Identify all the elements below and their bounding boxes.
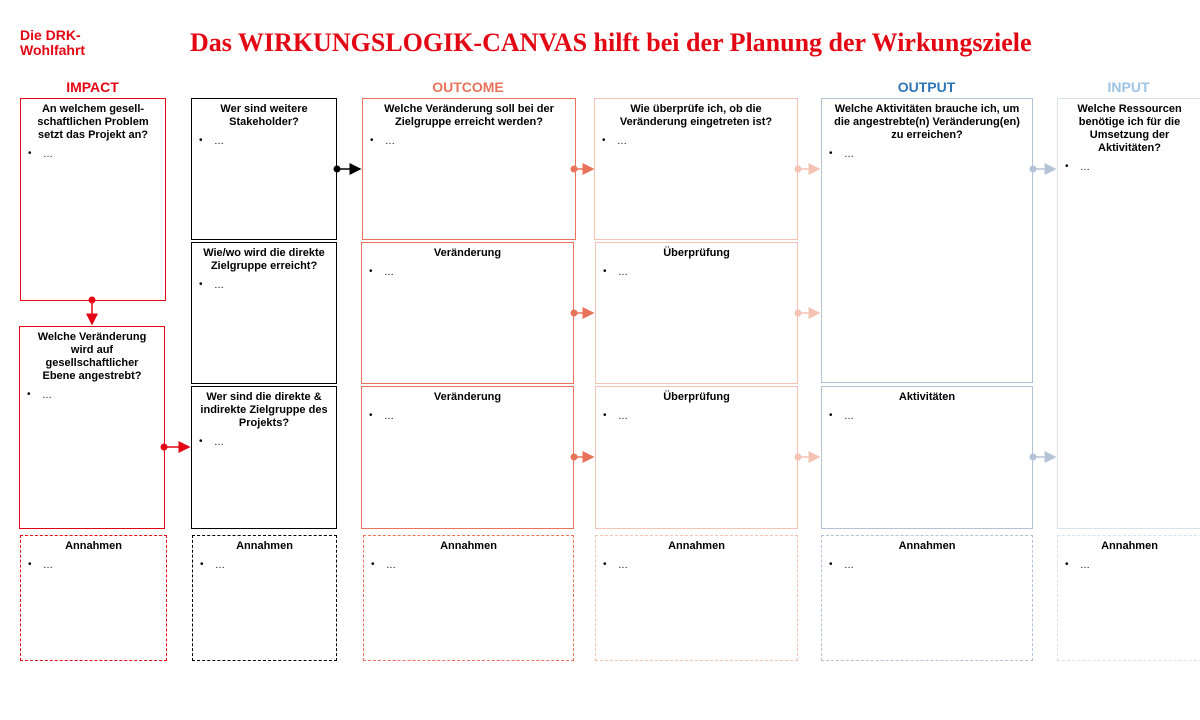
- page-title: Das WIRKUNGSLOGIK-CANVAS hilft bei der Planung der Wirkungsziele: [190, 28, 1032, 57]
- impact-assumptions-bullet[interactable]: • …: [28, 559, 53, 571]
- impact-to-stakeholder-arrow: [161, 444, 190, 451]
- output-question-bullet[interactable]: • …: [829, 148, 854, 160]
- output-activities-bullet[interactable]: • …: [829, 410, 854, 422]
- output-to-input-arrows: [1030, 166, 1056, 461]
- outcome-change-bullet-3[interactable]: • …: [369, 410, 394, 422]
- outcome-to-check-arrows: [571, 166, 594, 461]
- check-assumptions-label: Annahmen: [668, 540, 725, 552]
- outcome-assumptions-bullet[interactable]: • …: [371, 559, 396, 571]
- impact-down-arrow: [89, 297, 96, 325]
- stakeholder-assumptions-bullet[interactable]: • …: [200, 559, 225, 571]
- input-question-bullet[interactable]: • …: [1065, 161, 1090, 173]
- impact-change-bullet[interactable]: • …: [27, 389, 52, 401]
- logo-line-2: Wohlfahrt: [20, 42, 86, 58]
- output-assumptions-bullet[interactable]: • …: [829, 559, 854, 571]
- stakeholder-further-bullet[interactable]: • …: [199, 135, 224, 147]
- stakeholder-further-question: Wer sind weitere Stakeholder?: [220, 103, 308, 128]
- column-header-outcome: OUTCOME: [432, 79, 504, 95]
- stakeholder-to-outcome-arrow: [334, 166, 361, 173]
- stakeholder-assumptions-label: Annahmen: [236, 540, 293, 552]
- outcome-assumptions-label: Annahmen: [440, 540, 497, 552]
- input-assumptions-bullet[interactable]: • …: [1065, 559, 1090, 571]
- outcome-change-label-2: Veränderung: [433, 247, 502, 259]
- stakeholder-direct-question: Wie/wo wird die direkte Zielgruppe erreicht?: [203, 247, 325, 272]
- check-to-output-arrows: [795, 166, 820, 461]
- check-question-bullet[interactable]: • …: [602, 135, 627, 147]
- impact-assumptions-label: Annahmen: [65, 540, 122, 552]
- stakeholder-target-bullet[interactable]: • …: [199, 436, 224, 448]
- check-bullet-3[interactable]: • …: [603, 410, 628, 422]
- column-header-impact: IMPACT: [66, 79, 119, 95]
- stakeholder-target-question: Wer sind die direkte & indirekte Zielgruppe des Projekts?: [200, 391, 328, 429]
- check-bullet-2[interactable]: • …: [603, 266, 628, 278]
- output-question: Welche Aktivitäten brauche ich, um die angestrebte(n) Veränderung(en) zu erreichen?: [834, 103, 1020, 141]
- input-question: Welche Ressourcen benötige ich für die Umsetzung der Aktivitäten?: [1077, 103, 1182, 154]
- outcome-question: Welche Veränderung soll bei der Zielgruppe erreicht werden?: [384, 103, 554, 128]
- column-header-output: OUTPUT: [897, 79, 956, 95]
- outcome-change-label-3: Veränderung: [433, 391, 502, 403]
- check-label-2: Überprüfung: [663, 247, 730, 259]
- output-activities-label: Aktivitäten: [898, 391, 956, 403]
- outcome-change-bullet-2[interactable]: • …: [369, 266, 394, 278]
- input-assumptions-label: Annahmen: [1101, 540, 1158, 552]
- impact-change-question: Welche Veränderung wird auf gesellschaftlicher Ebene angestrebt?: [37, 331, 147, 382]
- check-label-3: Überprüfung: [663, 391, 730, 403]
- impact-problem-bullet[interactable]: • …: [28, 148, 53, 160]
- logo-line-1: Die DRK-: [20, 27, 81, 43]
- impact-problem-question: An welchem gesell-schaftlichen Problem setzt das Projekt an?: [37, 103, 149, 141]
- check-assumptions-bullet[interactable]: • …: [603, 559, 628, 571]
- column-header-input: INPUT: [1107, 79, 1150, 95]
- stakeholder-direct-bullet[interactable]: • …: [199, 279, 224, 291]
- check-question: Wie überprüfe ich, ob die Veränderung eingetreten ist?: [619, 103, 773, 128]
- output-assumptions-label: Annahmen: [898, 540, 956, 552]
- outcome-question-bullet[interactable]: • …: [370, 135, 395, 147]
